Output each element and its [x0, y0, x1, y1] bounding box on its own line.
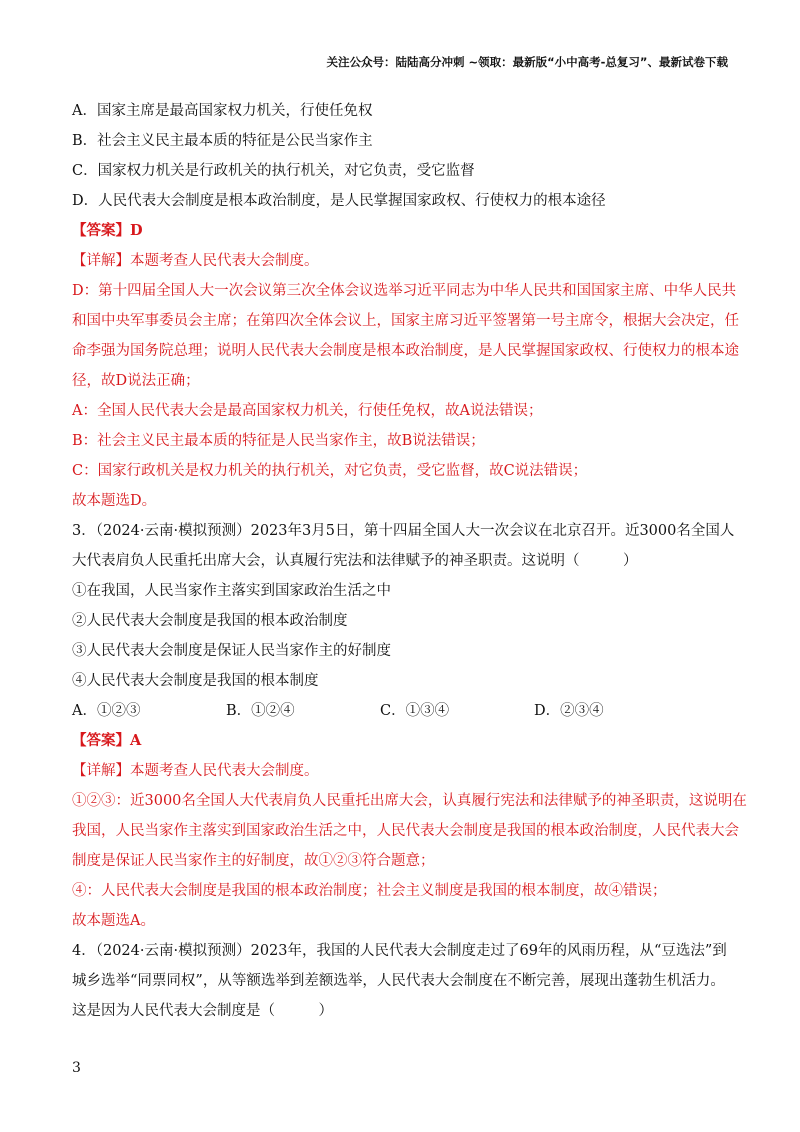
q2-explanation-line: 命李强为国务院总理；说明人民代表大会制度是根本政治制度，是人民掌握国家政权、行使权力的根本途: [72, 343, 739, 359]
q2-option-b: B．社会主义民主最本质的特征是公民当家作主: [72, 133, 373, 149]
q3-explanation-conclusion: 故本题选A。: [72, 913, 155, 929]
q3-choices: [72, 696, 732, 726]
q3-answer: 【答案】A: [72, 732, 142, 749]
q4-stem-line: 城乡选举“同票同权”，从等额选举到差额选举，人民代表大会制度在不断完善，展现出蓬勃生机活力。: [72, 973, 725, 989]
q4-stem-line: 4．（2024·云南·模拟预测）2023年，我国的人民代表大会制度走过了69年的风雨历程，从“豆选法”到: [72, 943, 727, 959]
q3-explanation-line: 我国，人民当家作主落实到国家政治生活之中，人民代表大会制度是我国的根本政治制度，人民代表大会: [72, 823, 739, 839]
q2-explanation-line: D：第十四届全国人大一次会议第三次全体会议选举习近平同志为中华人民共和国国家主席、中华人民共: [72, 283, 737, 299]
q3-explanation-title: 【详解】本题考查人民代表大会制度。: [72, 763, 319, 779]
q3-statement-3: ③人民代表大会制度是保证人民当家作主的好制度: [72, 643, 391, 659]
q3-choice-b: B．①②④: [226, 703, 295, 719]
page-content: [72, 96, 747, 1026]
q3-choice-d: D．②③④: [534, 703, 604, 719]
q2-option-c: C．国家权力机关是行政机关的执行机关，对它负责，受它监督: [72, 163, 475, 179]
q3-explanation-line: ④：人民代表大会制度是我国的根本政治制度；社会主义制度是我国的根本制度，故④错误；: [72, 883, 667, 899]
q3-stem-line: 大代表肩负人民重托出席大会，认真履行宪法和法律赋予的神圣职责。这说明（ ）: [72, 553, 638, 569]
q3-statement-2: ②人民代表大会制度是我国的根本政治制度: [72, 613, 348, 629]
q3-statement-4: ④人民代表大会制度是我国的根本制度: [72, 673, 319, 689]
q3-choice-a: A．①②③: [72, 703, 141, 719]
q3-explanation-line: ①②③：近3000名全国人大代表肩负人民重托出席大会，认真履行宪法和法律赋予的神圣职责，这说明在: [72, 793, 747, 809]
q2-explanation-line: A：全国人民代表大会是最高国家权力机关，行使任免权，故A说法错误；: [72, 403, 543, 419]
q3-statement-1: ①在我国，人民当家作主落实到国家政治生活之中: [72, 583, 391, 599]
q3-explanation-line: 制度是保证人民当家作主的好制度，故①②③符合题意；: [72, 853, 435, 869]
q2-option-a: A．国家主席是最高国家权力机关，行使任免权: [72, 103, 373, 119]
page-number: 3: [72, 1060, 81, 1076]
q2-option-d: D．人民代表大会制度是根本政治制度，是人民掌握国家政权、行使权力的根本途径: [72, 193, 606, 209]
q3-choice-c: C．①③④: [380, 703, 450, 719]
q2-explanation-line: 和国中央军事委员会主席；在第四次全体会议上，国家主席习近平签署第一号主席令，根据大会决定，任: [72, 313, 739, 329]
q2-explanation-line: 径，故D说法正确；: [72, 373, 200, 389]
q2-explanation-title: 【详解】本题考查人民代表大会制度。: [72, 253, 319, 269]
q2-explanation-line: B：社会主义民主最本质的特征是人民当家作主，故B说法错误；: [72, 433, 485, 449]
q3-stem-line: 3．（2024·云南·模拟预测）2023年3月5日，第十四届全国人大一次会议在北京召开。近3000名全国人: [72, 523, 735, 539]
q4-stem-line: 这是因为人民代表大会制度是（ ）: [72, 1003, 333, 1019]
q2-explanation-conclusion: 故本题选D。: [72, 493, 157, 509]
q2-answer: 【答案】D: [72, 222, 143, 239]
page-header: 关注公众号：陆陆高分冲刺 ~领取：最新版“小中高考-总复习”、最新试卷下载: [326, 55, 728, 69]
q2-explanation-line: C：国家行政机关是权力机关的执行机关，对它负责，受它监督，故C说法错误；: [72, 463, 588, 479]
